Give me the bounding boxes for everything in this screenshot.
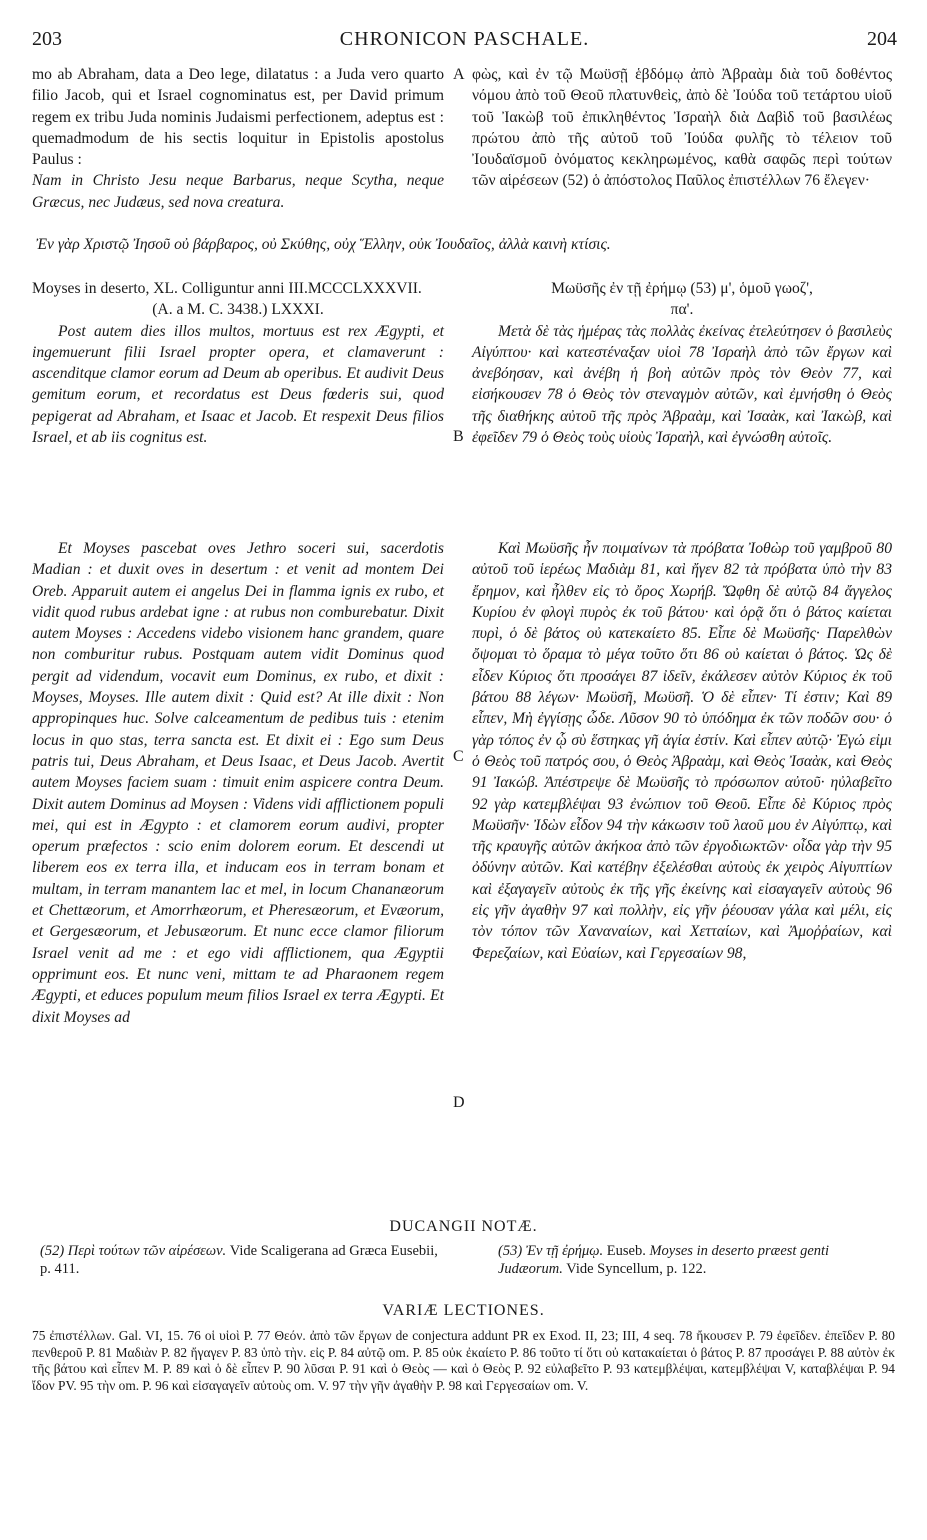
footnote-quote: Moyses in deserto præest genti Judæorum. [498, 1243, 830, 1277]
footnote-text: Euseb. [606, 1243, 646, 1259]
latin-block-1 [32, 64, 444, 213]
notes-heading: DUCANGII NOTÆ. [389, 1218, 538, 1235]
latin-block-2 [32, 278, 444, 448]
greek-quote: Ἐν γὰρ Χριστῷ Ἰησοῦ οὐ βάρβαρος, οὐ Σκύθης, οὐχ Ἕλλην, οὐκ Ἰουδαῖος, ἀλλὰ καινὴ κτίσις. [36, 236, 611, 253]
page-number-left: 203 [32, 28, 62, 50]
latin-section-heading: Moyses in deserto, XL. Colliguntur anni III.MCCCLXXXVII. [32, 280, 422, 297]
margin-letter-b: B [453, 428, 464, 445]
latin-block-3 [32, 538, 444, 1028]
footnote-52 [40, 1242, 448, 1278]
margin-letter-c: C [453, 748, 464, 765]
margin-letter-d: D [453, 1094, 465, 1111]
latin-year-heading: (A. a M. C. 3438.) LXXXI. [152, 301, 324, 319]
latin-paragraph: Et Moyses pascebat oves Jethro soceri sui, sacerdotis Madian : et duxit oves in desertum : et venit ad montem Dei Oreb. Apparuit autem ei angelus Dei in flamma ignis ex rubo, et vidit quod rubus ardebat igne : at rubus non comburebatur. Dixit autem Moyses : Accedens videbo visionem hanc grandem, quare non comburitur rubus. Postquam autem vidit Dominus quod pergit ad videndum, vocavit eum Dominus, ex rubo, et dixit : Moyses, Moyses. Ille autem dixit : Quid est? At ille dixit : Non appropinques huc. Solve calceamentum de pedibus tuis : etenim locus in quo stas, terra sancta est. Et dixit ei : Ego sum Deus patris tui, Deus Abraham, et Deus Isaac, et Deus Jacob. Avertit autem Moyses faciem suam : timuit enim aspicere contra Deum. Dixit autem Dominus ad Moysen : Videns vidi afflictionem populi mei, qui est in Ægypto : et clamorem eorum audivi, propter operum præfectos : scio enim dolorem eorum. Et descendi ut liberem eos ex terra illa, et inducam eos in terram bonam et multam, in terram manantem lac et mel, in locum Chananæorum et Chettæorum, et Amorrhæorum, et Pheresæorum, et Evæorum, et Gergesæorum, et Jebusæorum. Et nunc ecce clamor filiorum Israel venit ad me : et ego vidi afflictionem, qua Ægyptii opprimunt eos. Et nunc veni, mittam te ad Pharaonem regem Ægypti, et educes populum meum filios Israel ex terra Ægypti. Et dixit Moyses ad [32, 540, 444, 1026]
running-header [32, 28, 897, 54]
footnote-lemma: (53) Ἐν τῇ ἐρήμῳ. [498, 1243, 604, 1259]
greek-paragraph: Καὶ Μωϋσῆς ἦν ποιμαίνων τὰ πρόβατα Ἰοθὼρ τοῦ γαμβροῦ 80 αὐτοῦ τοῦ ἱερέως Μαδιὰμ 81, καὶ ἤγεν 82 τὰ πρόβατα ὑπὸ τὴν 83 ἔρημον, καὶ ἦλθεν εἰς τὸ ὄρος Χωρήβ. Ὤφθη δὲ αὐτῷ 84 ἄγγελος Κυρίου ἐν φλογὶ πυρὸς ἐκ τοῦ βάτου· καὶ ὁρᾷ ὅτι ὁ βάτος καίεται πυρὶ, ὁ δὲ βάτος οὐ κατεκαίετο 85. Εἶπε δὲ Μωϋσῆς· Παρελθὼν ὄψομαι τὸ ὅραμα τὸ μέγα τοῦτο ὅτι 86 οὐ καίεται ὁ βάτος. Ὡς δὲ εἶδεν Κύριος ὅτι προσάγει 87 ἰδεῖν, ἐκάλεσεν αὐτὸν Κύριος ἐκ τοῦ βάτου 88 λέγων· Μωϋσῆ, Μωϋσῆ. Ὁ δὲ εἶπεν· Τί ἐστιν; Καὶ 89 εἶπεν, Μὴ ἐγγίσῃς ὧδε. Λῦσον 90 τὸ ὑπόδημα ἐκ τῶν ποδῶν σου· ὁ γὰρ τόπος ἐν ᾧ σὺ ἕστηκας γῆ ἁγία ἐστίν. Καὶ εἶπεν αὐτῷ· Ἐγώ εἰμι ὁ Θεὸς τοῦ πατρός σου, ὁ Θεὸς Ἀβραὰμ, καὶ Θεὸς Ἰσαὰκ, καὶ Θεὸς 91 Ἰακώβ. Ἀπέστρεψε δὲ Μωϋσῆς τὸ πρόσωπον αὐτοῦ· ηὐλαβεῖτο 92 γὰρ κατεμβλέψαι 93 ἐνώπιον τοῦ Θεοῦ. Εἶπε δὲ Κύριος πρὸς Μωϋσῆν· Ἰδὼν εἶδον 94 τὴν κάκωσιν τοῦ λαοῦ μου ἐν Αἰγύπτῳ, καὶ τῆς κραυγῆς αὐτῶν ἀκήκοα ἀπὸ τῶν ἐργοδιωκτῶν· οἶδα γὰρ τὴν 95 ὀδύνην αὐτῶν. Καὶ κατέβην ἐξελέσθαι αὐτοὺς ἐκ χειρὸς Αἰγυπτίων καὶ ἐξαγαγεῖν αὐτοὺς ἐκ τῆς γῆς ἐκείνης καὶ εἰσαγαγεῖν αὐτοὺς 96 εἰς γῆν ἀγαθὴν 97 καὶ πολλὴν, εἰς γῆν ῥέουσαν γάλα καὶ μέλι, εἰς τὸν τόπον τῶν Χαναναίων, καὶ Χετταίων, καὶ Ἀμοῤῥαίων, καὶ Φερεζαίων, καὶ Εὐαίων, καὶ Γεργεσαίων 98, [472, 540, 892, 962]
page-number-right: 204 [867, 28, 897, 50]
greek-paragraph: Μετὰ δὲ τὰς ἡμέρας τὰς πολλὰς ἐκείνας ἐτελεύτησεν ὁ βασιλεὺς Αἰγύπτου· καὶ κατεστέναξαν υἱοὶ 78 Ἰσραὴλ ἀπὸ τῶν ἔργων καὶ ἀνεβόησαν, καὶ ἀνέβη ἡ βοὴ αὐτῶν πρὸς τὸν Θεὸν 77, καὶ εἰσήκουσεν 78 ὁ Θεὸς τὸν στεναγμὸν αὐτῶν, καὶ ἐμνήσθη ὁ Θεὸς τῆς διαθήκης αὐτοῦ τῆς πρὸς Ἀβραὰμ, καὶ Ἰσαὰκ, καὶ Ἰακὼβ, καὶ ἐφεῖδεν 79 ὁ Θεὸς τοὺς υἱοὺς Ἰσραὴλ, καὶ ἐγνώσθη αὐτοῖς. [472, 322, 892, 447]
greek-paragraph: φὼς, καὶ ἐν τῷ Μωϋσῇ ἑβδόμῳ ἀπὸ Ἀβραὰμ διὰ τοῦ δοθέντος νόμου ἀπὸ τοῦ Θεοῦ πλατυνθεὶς, ἀπὸ δὲ Ἰούδα τοῦ τετάρτου υἱοῦ τοῦ Ἰακὼβ τοῦ ἐπικληθέντος Ἰσραὴλ διὰ Δαβὶδ τοῦ βασιλέως πρώτου ἀπὸ τῆς αὐτοῦ τοῦ Ἰούδα φυλῆς τὸ τέλειον τοῦ Ἰουδαϊσμοῦ ὀνόματος κεκληρωμένος, καθὰ σαφῶς περὶ τούτων τῶν αἱρέσεων (52) ὁ ἀπόστολος Παῦλος ἐπιστέλλων 76 ἔλεγεν· [472, 66, 892, 190]
footnote-53 [498, 1242, 894, 1278]
greek-block-3 [472, 538, 892, 964]
variant-readings: 75 ἐπιστέλλων. Gal. VI, 15. 76 οἱ υἱοὶ P. 77 Θεόν. ἀπὸ τῶν ἔργων de conjectura addunt PR ex Exod. II, 23; III, 4 seq. 78 ἤκουσεν P. 79 ἐφεῖδεν. ἐπεῖδεν P. 80 πενθεροῦ P. 81 Μαδιὰν P. 82 ἤγαγεν P. 83 ὑπὸ τὴν. εἰς P. 84 αὐτῷ om. P. 85 οὐκ ἐκαίετο P. 86 τοῦτο τί ὅτι οὐ κατακαίεται ὁ βάτος P. 87 προσάγει P. 88 αὐτὸν ἐκ τῆς βάτου καὶ εἶπεν M. P. 89 καὶ ὁ δὲ εἶπεν P. 90 λῦσαι P. 91 καὶ ὁ Θεὸς — καὶ ὁ Θεὸς P. 92 εὐλαβεῖτο P. 93 κατεμβλέψαι, κατεμβλέψαι V, καταβλέψαι P. 94 ἴδον PV. 95 τὴν om. P. 96 καὶ εἰσαγαγεῖν αὐτοὺς om. V. 97 τὴν γῆν ἀγαθὴν P. 98 καὶ Γεργεσαίων om. V. [32, 1328, 895, 1393]
footnote-reference: Vide Syncellum, p. 122. [566, 1261, 707, 1277]
latin-quote: Nam in Christo Jesu neque Barbarus, neque Scytha, neque Græcus, nec Judæus, sed nova creatura. [32, 172, 444, 211]
footnote-lemma: (52) Περὶ τούτων τῶν αἱρέσεων. [40, 1243, 227, 1259]
footnote-text: Vide Scaligerana ad Græca Eusebii, p. 411. [40, 1243, 438, 1277]
variae-heading: VARIÆ LECTIONES. [382, 1302, 545, 1319]
margin-letter-a: A [453, 66, 465, 83]
latin-paragraph: Post autem dies illos multos, mortuus est rex Ægypti, et ingemuerunt filii Israel propter opera, et clamaverunt : ascenditque clamor eorum ad Deum ab operibus. Et audivit Deus gemitum eorum, et recordatus est Deus fœderis sui, quod pepigerat ad Abraham, et Isaac et Jacob. Et respexit Deus filios Israel, et ab iis cognitus est. [32, 322, 444, 447]
greek-block-1 [472, 64, 892, 192]
running-title: CHRONICON PASCHALE. [339, 28, 590, 50]
greek-block-2 [472, 278, 892, 448]
greek-year-heading: πα'. [670, 301, 694, 319]
latin-paragraph: mo ab Abraham, data a Deo lege, dilatatus : a Juda vero quarto filio Jacob, qui et Israel cognominatus est, per David primum regem ex tribu Juda nominis Judaismi perfectionem, adeptus est : quemadmodum de his sectis loquitur in Epistolis apostolus Paulus : [32, 66, 444, 169]
greek-section-heading: Μωϋσῆς ἐν τῇ ἐρήμῳ (53) μ', ὁμοῦ γωοζ', [551, 280, 813, 297]
